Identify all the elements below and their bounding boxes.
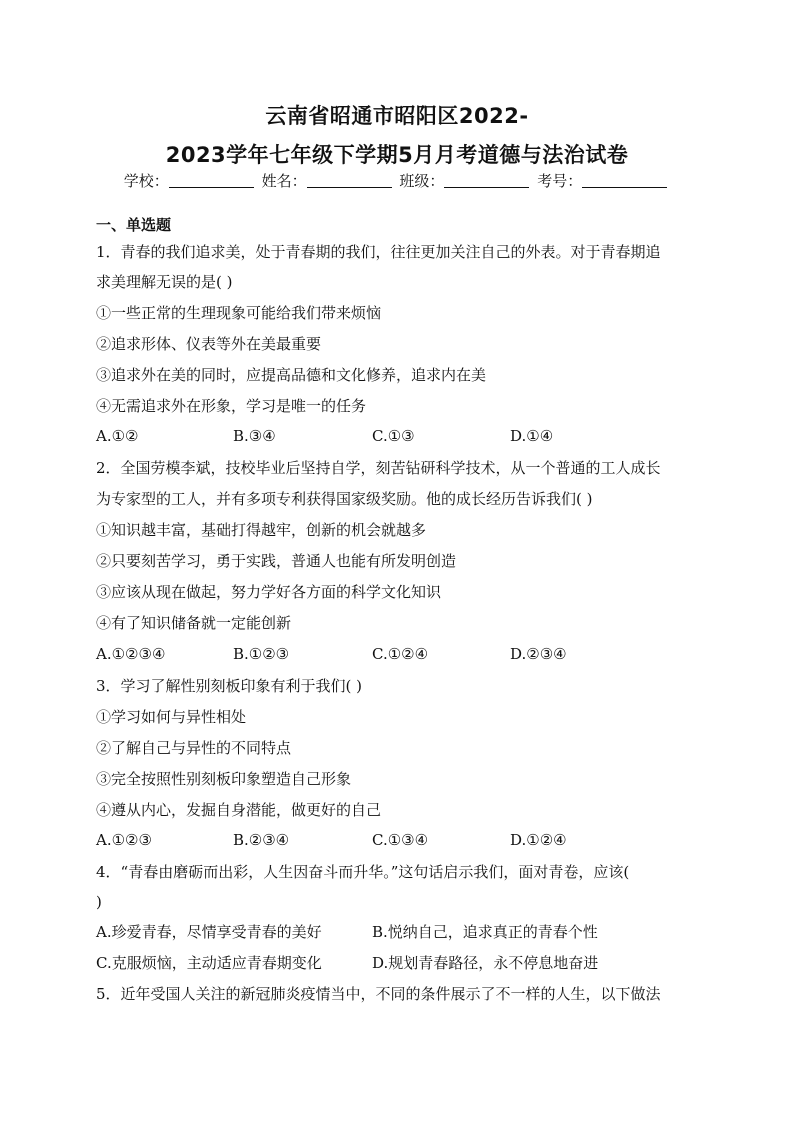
section-title: 一、单选题 [96, 216, 172, 234]
q2-option-a[interactable]: A.①②③④ [96, 645, 166, 663]
q4-option-d[interactable]: D.规划青春路径，永不停息地奋进 [372, 954, 599, 972]
q2-item-4: ④有了知识储备就一定能创新 [96, 614, 292, 632]
q3-option-b[interactable]: B.②③④ [233, 831, 290, 849]
q1-option-d[interactable]: D.①④ [510, 427, 554, 445]
exam-number-label: 考号： [537, 172, 583, 190]
q4-option-a[interactable]: A.珍爱青春，尽情享受青春的美好 [96, 923, 322, 941]
q3-option-c[interactable]: C.①③④ [372, 831, 429, 849]
q1-item-2: ②追求形体、仪表等外在美最重要 [96, 335, 322, 353]
q2-item-3: ③应该从现在做起，努力学好各方面的科学文化知识 [96, 583, 442, 601]
q1-option-c[interactable]: C.①③ [372, 427, 415, 445]
q1-stem-line2: 求美理解无误的是( ) [96, 273, 233, 291]
q4-stem-line2: ) [96, 893, 102, 911]
name-blank[interactable] [307, 173, 392, 188]
q2-options [96, 645, 702, 665]
q2-stem-line1: 2．全国劳模李斌，技校毕业后坚持自学，刻苦钻研科学技术，从一个普通的工人成长 [96, 459, 661, 477]
q2-item-2: ②只要刻苦学习，勇于实践，普通人也能有所发明创造 [96, 552, 457, 570]
q1-stem-line1: 1．青春的我们追求美，处于青春期的我们，往往更加关注自己的外表。对于青春期追 [96, 243, 661, 261]
q3-option-d[interactable]: D.①②④ [510, 831, 567, 849]
q1-item-3: ③追求外在美的同时，应提高品德和文化修养，追求内在美 [96, 366, 487, 384]
q1-option-a[interactable]: A.①② [96, 427, 139, 445]
q1-item-1: ①一些正常的生理现象可能给我们带来烦恼 [96, 304, 382, 322]
class-label: 班级： [399, 172, 445, 190]
student-info-row [0, 170, 794, 191]
q1-option-b[interactable]: B.③④ [233, 427, 276, 445]
q4-stem-line1: 4．“青春由磨砺而出彩，人生因奋斗而升华。”这句话启示我们，面对青卷，应该( [96, 863, 630, 881]
q5-stem-line1: 5．近年受国人关注的新冠肺炎疫情当中，不同的条件展示了不一样的人生，以下做法 [96, 985, 661, 1003]
q2-stem-line2: 为专家型的工人，并有多项专利获得国家级奖励。他的成长经历告诉我们( ) [96, 490, 593, 508]
q4-option-c[interactable]: C.克服烦恼，主动适应青春期变化 [96, 954, 322, 972]
exam-title-line1: 云南省昭通市昭阳区2022- [265, 104, 529, 128]
school-blank[interactable] [169, 173, 254, 188]
q3-item-4: ④遵从内心，发掘自身潜能，做更好的自己 [96, 801, 382, 819]
q3-item-3: ③完全按照性别刻板印象塑造自己形象 [96, 770, 352, 788]
q2-item-1: ①知识越丰富，基础打得越牢，创新的机会就越多 [96, 521, 427, 539]
school-label: 学校： [123, 172, 169, 190]
q3-stem-line1: 3．学习了解性别刻板印象有利于我们( ) [96, 677, 363, 695]
q3-item-2: ②了解自己与异性的不同特点 [96, 739, 292, 757]
q3-item-1: ①学习如何与异性相处 [96, 708, 247, 726]
q1-options [96, 427, 702, 447]
class-blank[interactable] [444, 173, 529, 188]
q3-options [96, 831, 702, 851]
q1-item-4: ④无需追求外在形象，学习是唯一的任务 [96, 397, 367, 415]
q4-options-row1 [96, 921, 702, 941]
q3-option-a[interactable]: A.①②③ [96, 831, 152, 849]
q2-option-c[interactable]: C.①②④ [372, 645, 429, 663]
q2-option-b[interactable]: B.①②③ [233, 645, 290, 663]
q4-options-row2 [96, 952, 702, 972]
name-label: 姓名： [261, 172, 307, 190]
exam-title-line2: 2023学年七年级下学期5月月考道德与法治试卷 [165, 143, 629, 167]
q4-option-b[interactable]: B.悦纳自己，追求真正的青春个性 [372, 923, 598, 941]
exam-number-blank[interactable] [582, 173, 667, 188]
q2-option-d[interactable]: D.②③④ [510, 645, 567, 663]
